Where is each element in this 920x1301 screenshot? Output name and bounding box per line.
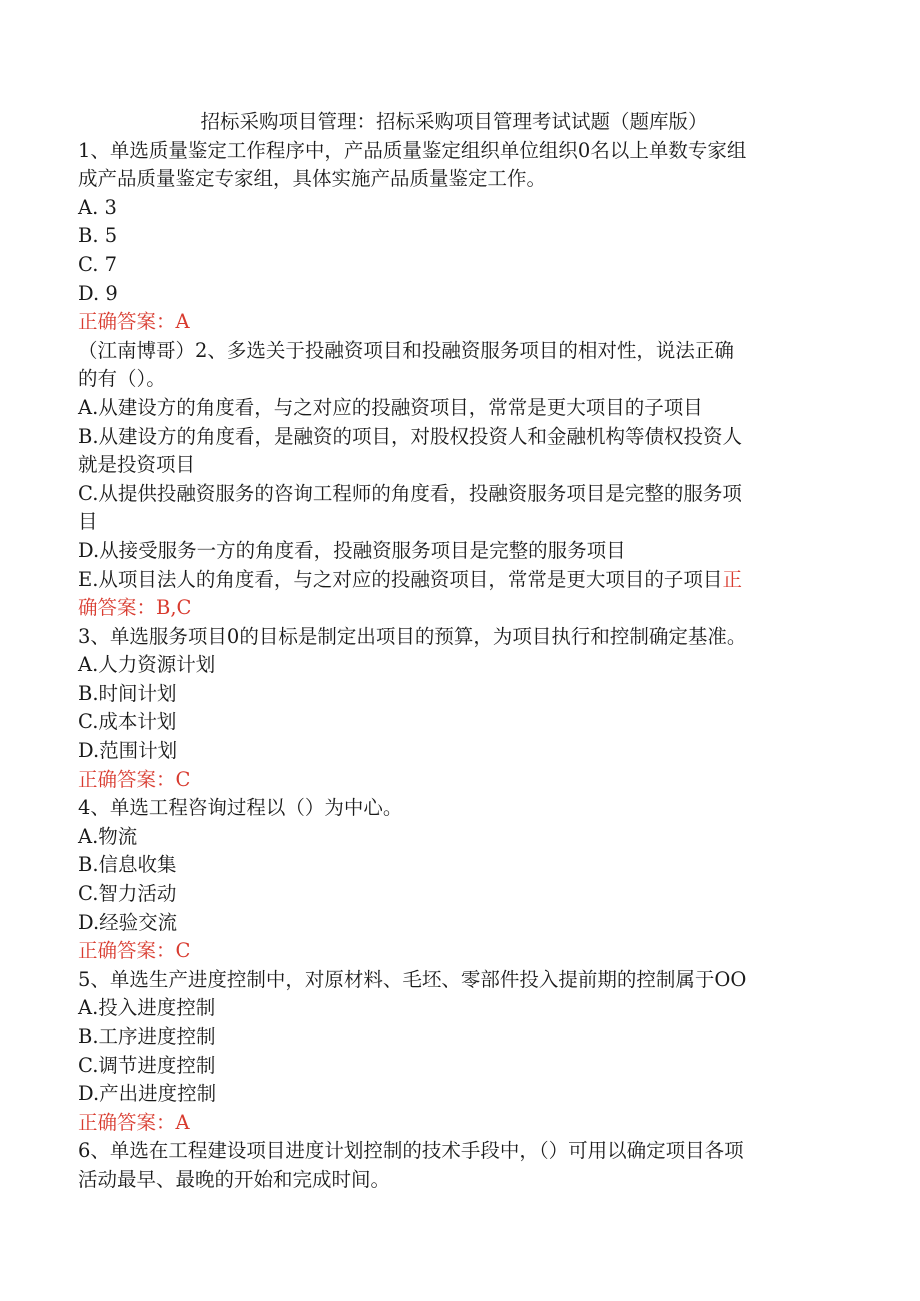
question-1-option-d: D. 9 bbox=[78, 281, 118, 305]
question-5-option-b: B.工序进度控制 bbox=[78, 1025, 216, 1048]
question-3-option-a: A.人力资源计划 bbox=[78, 653, 216, 677]
question-2-answer-start: 正 bbox=[722, 567, 742, 591]
question-2-answer: 确答案：B,C bbox=[78, 596, 192, 620]
question-2-option-b: B.从建设方的角度看，是融资的项目，对股权投资人和金融机构等债权投资人 bbox=[78, 424, 743, 448]
question-4-option-a: A.物流 bbox=[78, 824, 138, 848]
question-3-option-b: B.时间计划 bbox=[78, 681, 177, 705]
question-2-option-e-text: E.从项目法人的角度看，与之对应的投融资项目，常常是更大项目的子项目 bbox=[78, 567, 723, 591]
question-6-stem-line1: 6、单选在工程建设项目进度计划控制的技术手段中，（）可用以确定项目各项 bbox=[78, 1139, 744, 1163]
question-2-option-d: D.从接受服务一方的角度看，投融资服务项目是完整的服务项目 bbox=[78, 538, 626, 562]
question-4-option-c: C.智力活动 bbox=[78, 882, 177, 906]
question-1-option-c: C. 7 bbox=[78, 252, 118, 276]
question-6-stem-line2: 活动最早、最晚的开始和完成时间。 bbox=[78, 1167, 391, 1191]
question-4-answer: 正确答案：C bbox=[78, 939, 191, 963]
question-4-option-b: B.信息收集 bbox=[78, 853, 177, 877]
question-3-answer: 正确答案：C bbox=[78, 767, 191, 791]
question-1-answer: 正确答案：A bbox=[78, 310, 190, 334]
question-1-option-a: A. 3 bbox=[78, 195, 117, 219]
question-4-stem-line1: 4、单选工程咨询过程以（）为中心。 bbox=[78, 796, 403, 820]
question-2-option-b-cont: 就是投资项目 bbox=[78, 453, 196, 477]
question-5-option-c: C.调节进度控制 bbox=[78, 1053, 216, 1077]
question-2-option-c-cont: 目 bbox=[78, 510, 98, 534]
question-2-option-e bbox=[78, 566, 830, 595]
question-3-stem-line1: 3、单选服务项目0的目标是制定出项目的预算，为项目执行和控制确定基准。 bbox=[78, 624, 747, 648]
question-4-option-d: D.经验交流 bbox=[78, 910, 178, 934]
question-1-stem-line2: 成产品质量鉴定专家组，具体实施产品质量鉴定工作。 bbox=[78, 167, 547, 191]
question-5-stem-line1: 5、单选生产进度控制中，对原材料、毛坯、零部件投入提前期的控制属于OO bbox=[78, 967, 747, 991]
document-title: 招标采购项目管理：招标采购项目管理考试试题（题库版） bbox=[200, 110, 708, 133]
question-2-option-a: A.从建设方的角度看，与之对应的投融资项目，常常是更大项目的子项目 bbox=[78, 395, 703, 419]
question-5-answer: 正确答案：A bbox=[78, 1110, 190, 1134]
question-5-option-d: D.产出进度控制 bbox=[78, 1082, 217, 1106]
question-3-option-d: D.范围计划 bbox=[78, 739, 178, 763]
question-2-stem-line1: （江南博哥）2、多选关于投融资项目和投融资服务项目的相对性，说法正确 bbox=[78, 338, 734, 362]
question-2-stem-line2: 的有（）。 bbox=[78, 367, 166, 391]
document-page bbox=[78, 108, 830, 1195]
question-3-option-c: C.成本计划 bbox=[78, 710, 177, 734]
question-1-option-b: B. 5 bbox=[78, 224, 118, 248]
question-1-stem-line1: 1、单选质量鉴定工作程序中，产品质量鉴定组织单位组织0名以上单数专家组 bbox=[78, 138, 747, 162]
question-5-option-a: A.投入进度控制 bbox=[78, 996, 216, 1020]
question-2-option-c: C.从提供投融资服务的咨询工程师的角度看，投融资服务项目是完整的服务项 bbox=[78, 481, 742, 505]
